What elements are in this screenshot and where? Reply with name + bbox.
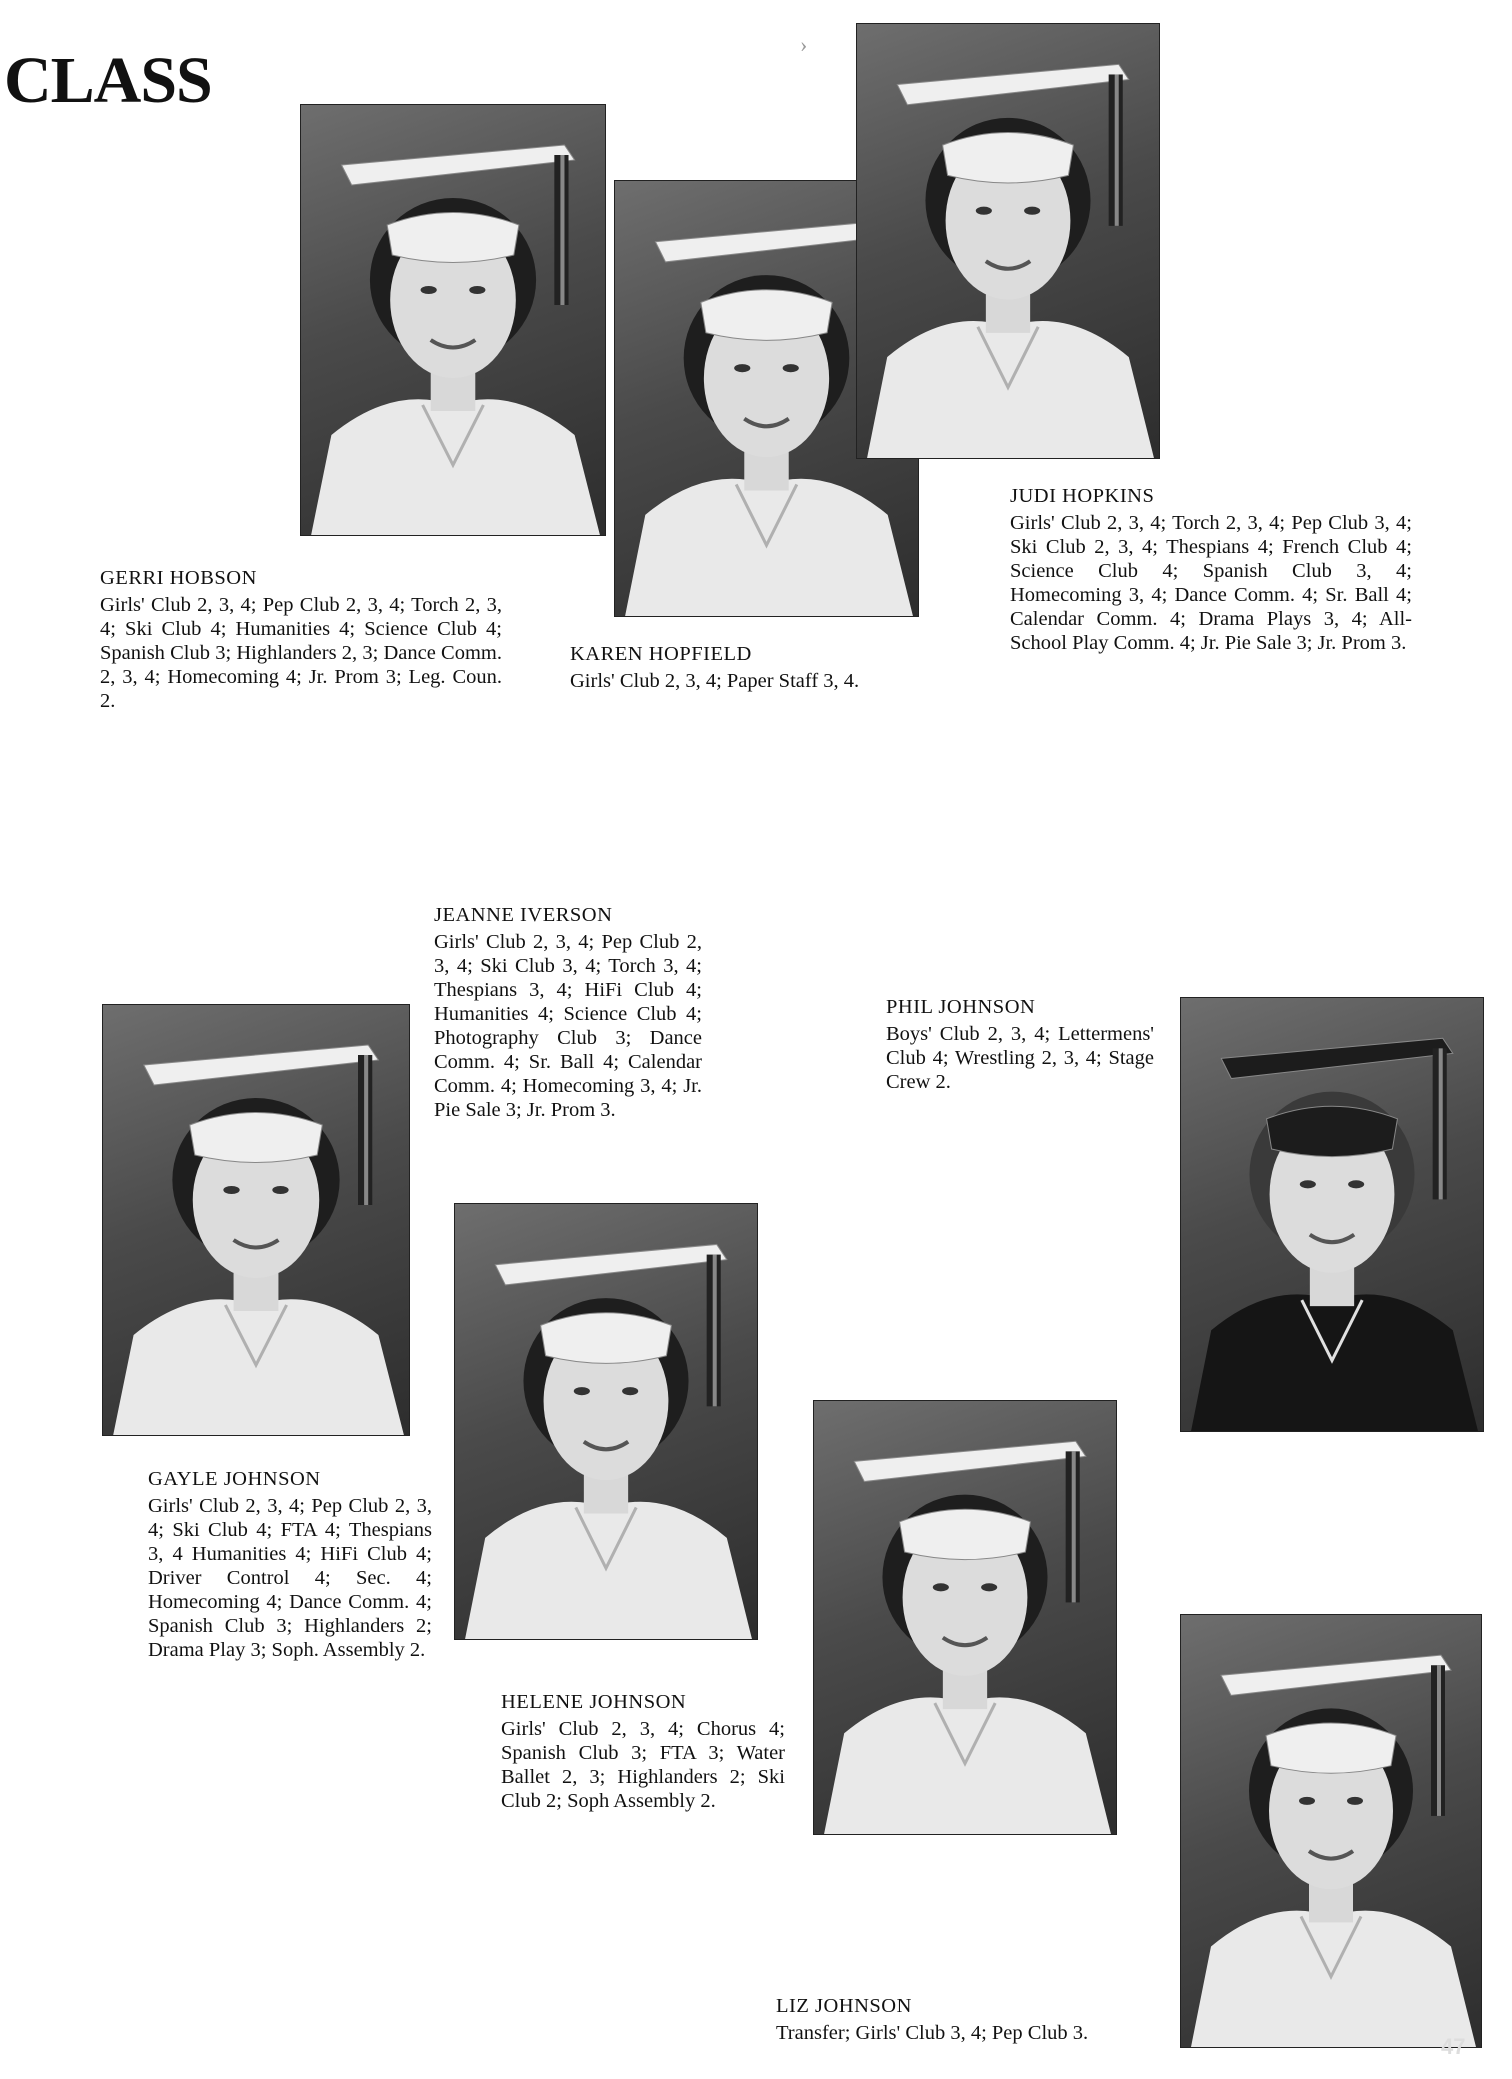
caption-gerri-hobson (100, 566, 502, 713)
caption-judi-hopkins (1010, 484, 1412, 655)
student-activities: Girls' Club 2, 3, 4; Pep Club 2, 3, 4; Torch 2, 3, 4; Ski Club 4; Humanities 4; Science Club 4; Spanish Club 3; Highlanders 2, 3; Dance Comm. 2, 3, 4; Homecoming 4; Jr. Prom 3; Leg. Coun. 2. (100, 594, 502, 712)
student-name: GAYLE JOHNSON (148, 1468, 321, 1490)
portrait-drawing (455, 1204, 757, 1639)
student-activities: Transfer; Girls' Club 3, 4; Pep Club 3. (776, 2022, 1089, 2044)
student-activities: Boys' Club 2, 3, 4; Lettermens' Club 4; Wrestling 2, 3, 4; Stage Crew 2. (886, 1023, 1154, 1093)
student-name: HELENE JOHNSON (501, 1691, 687, 1713)
student-name: LIZ JOHNSON (776, 1995, 912, 2017)
portrait-drawing (814, 1401, 1116, 1834)
student-name: GERRI HOBSON (100, 567, 257, 589)
portrait-jeanne-iverson (454, 1203, 758, 1640)
portrait-gayle-johnson (102, 1004, 410, 1436)
portrait-gerri-hobson (300, 104, 606, 536)
student-name: KAREN HOPFIELD (570, 643, 752, 665)
student-name: JUDI HOPKINS (1010, 485, 1155, 507)
caption-karen-hopfield (570, 642, 960, 693)
student-name: PHIL JOHNSON (886, 996, 1036, 1018)
portrait-phil-johnson (1180, 997, 1484, 1432)
student-activities: Girls' Club 2, 3, 4; Torch 2, 3, 4; Pep Club 3, 4; Ski Club 2, 3, 4; Thespians 4; French Club 4; Science Club 4; Spanish Club 3, 4; Homecoming 3, 4; Dance Comm. 4; Sr. Ball 4; Calendar Comm. 4; Drama Plays 3, 4; All-School Play Comm. 4; Jr. Pie Sale 3; Jr. Prom 3. (1010, 512, 1412, 654)
caption-gayle-johnson (148, 1467, 432, 1662)
student-activities: Girls' Club 2, 3, 4; Pep Club 2, 3, 4; Ski Club 4; FTA 4; Thespians 3, 4 Humanities 4; HiFi Club 4; Driver Control 4; Sec. 4; Homecoming 4; Dance Comm. 4; Spanish Club 3; Highlanders 2; Drama Play 3; Soph. Assembly 2. (148, 1495, 432, 1661)
caption-jeanne-iverson (434, 903, 702, 1122)
portrait-drawing (1181, 1615, 1481, 2047)
caption-helene-johnson (501, 1690, 785, 1813)
page-number: 47 (1441, 2034, 1466, 2059)
student-activities: Girls' Club 2, 3, 4; Pep Club 2, 3, 4; Ski Club 3, 4; Torch 3, 4; Thespians 3, 4; HiFi Club 4; Humanities 4; Science Club 4; Photography Club 3; Dance Comm. 4; Sr. Ball 4; Calendar Comm. 4; Homecoming 3, 4; Jr. Pie Sale 3; Jr. Prom 3. (434, 931, 702, 1121)
caption-phil-johnson (886, 995, 1154, 1094)
portrait-drawing (301, 105, 605, 535)
student-name: JEANNE IVERSON (434, 904, 613, 926)
student-activities: Girls' Club 2, 3, 4; Chorus 4; Spanish Club 3; FTA 3; Water Ballet 2, 3; Highlanders 2; Ski Club 2; Soph Assembly 2. (501, 1718, 785, 1812)
portrait-drawing (103, 1005, 409, 1435)
portrait-helene-johnson (813, 1400, 1117, 1835)
portrait-drawing (1181, 998, 1483, 1431)
portrait-judi-hopkins (856, 23, 1160, 459)
caption-liz-johnson (776, 1994, 1186, 2045)
student-activities: Girls' Club 2, 3, 4; Paper Staff 3, 4. (570, 670, 860, 692)
portrait-liz-johnson (1180, 1614, 1482, 2048)
page-heading: CLASS (4, 44, 212, 117)
stray-mark: › (800, 32, 808, 57)
portrait-drawing (857, 24, 1159, 458)
